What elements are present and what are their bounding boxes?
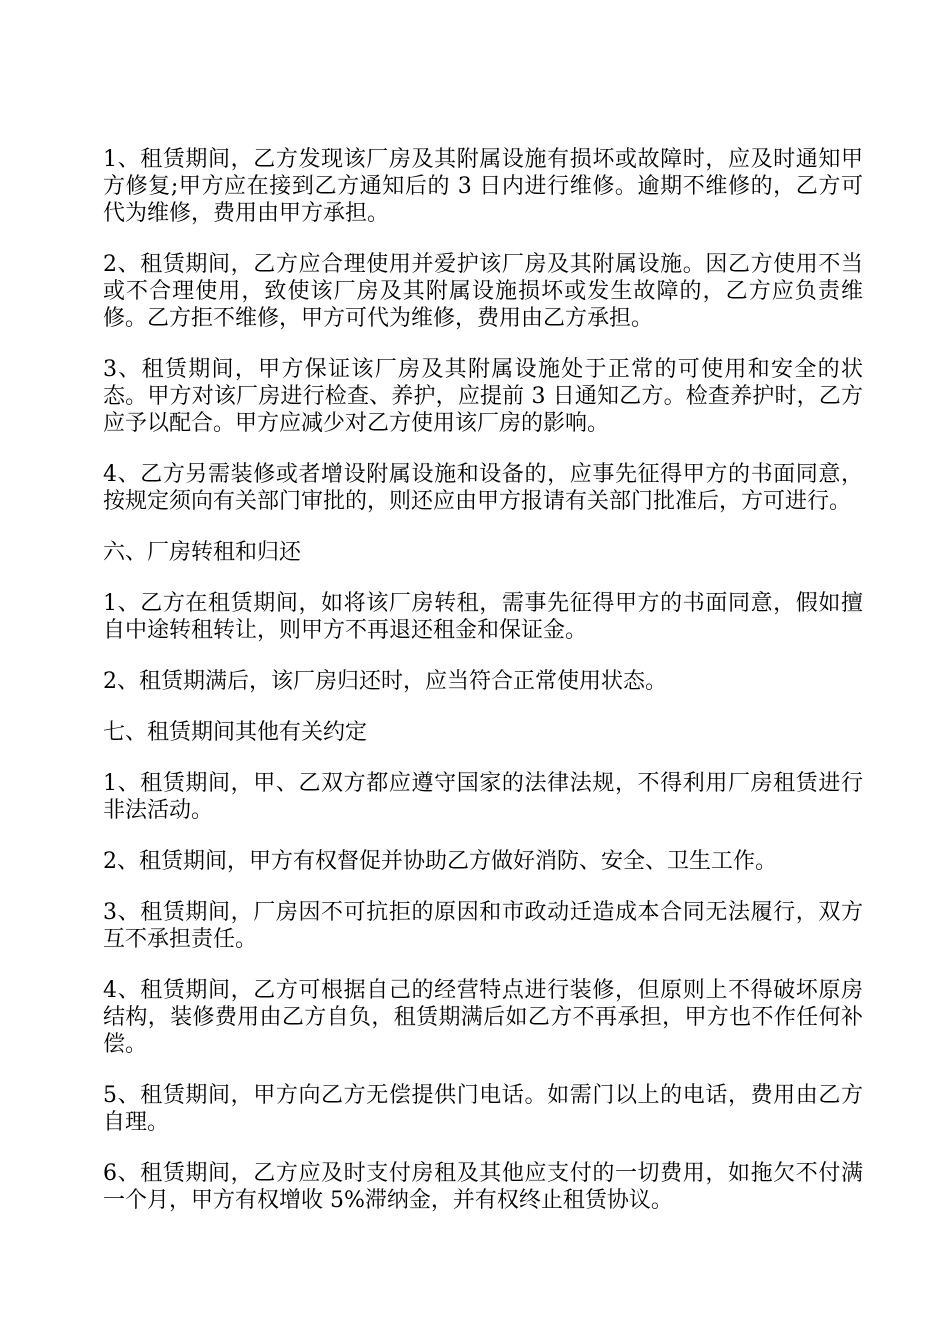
clause-7-4: 4、租赁期间，乙方可根据自己的经营特点进行装修，但原则上不得破坏原房结构，装修费用由乙方自负，租赁期满后如乙方不再承担，甲方也不作任何补偿。 [103, 978, 863, 1057]
clause-5-1: 1、租赁期间，乙方发现该厂房及其附属设施有损坏或故障时，应及时通知甲方修复;甲方应在接到乙方通知后的 3 日内进行维修。逾期不维修的，乙方可代为维修，费用由甲方承担。 [103, 147, 863, 226]
clause-6-1: 1、乙方在租赁期间，如将该厂房转租，需事先征得甲方的书面同意，假如擅自中途转租转让，则甲方不再退还租金和保证金。 [103, 591, 863, 643]
clause-5-3: 3、租赁期间，甲方保证该厂房及其附属设施处于正常的可使用和安全的状态。甲方对该厂房进行检查、养护，应提前 3 日通知乙方。检查养护时，乙方应予以配合。甲方应减少对乙方使用该厂房的影响。 [103, 357, 863, 436]
clause-6-2: 2、租赁期满后，该厂房归还时，应当符合正常使用状态。 [103, 669, 667, 694]
document-page [103, 146, 863, 1238]
clause-7-6: 6、租赁期间，乙方应及时支付房租及其他应支付的一切费用，如拖欠不付满一个月，甲方有权增收 5%滞纳金，并有权终止租赁协议。 [103, 1161, 863, 1213]
clause-7-1: 1、租赁期间，甲、乙双方都应遵守国家的法律法规，不得利用厂房租赁进行非法活动。 [103, 771, 863, 823]
clause-5-4: 4、乙方另需装修或者增设附属设施和设备的，应事先征得甲方的书面同意，按规定须向有关部门审批的，则还应由甲方报请有关部门批准后，方可进行。 [103, 462, 863, 514]
section-heading-7: 七、租赁期间其他有关约定 [103, 720, 368, 745]
clause-7-5: 5、租赁期间，甲方向乙方无偿提供门电话。如需门以上的电话，费用由乙方自理。 [103, 1083, 863, 1135]
clause-5-2: 2、租赁期间，乙方应合理使用并爱护该厂房及其附属设施。因乙方使用不当或不合理使用，致使该厂房及其附属设施损坏或发生故障的，乙方应负责维修。乙方拒不维修，甲方可代为维修，费用由乙方承担。 [103, 252, 863, 331]
clause-7-3: 3、租赁期间，厂房因不可抗拒的原因和市政动迁造成本合同无法履行，双方互不承担责任。 [103, 900, 863, 952]
clause-7-2: 2、租赁期间，甲方有权督促并协助乙方做好消防、安全、卫生工作。 [103, 849, 777, 874]
section-heading-6: 六、厂房转租和归还 [103, 540, 302, 565]
